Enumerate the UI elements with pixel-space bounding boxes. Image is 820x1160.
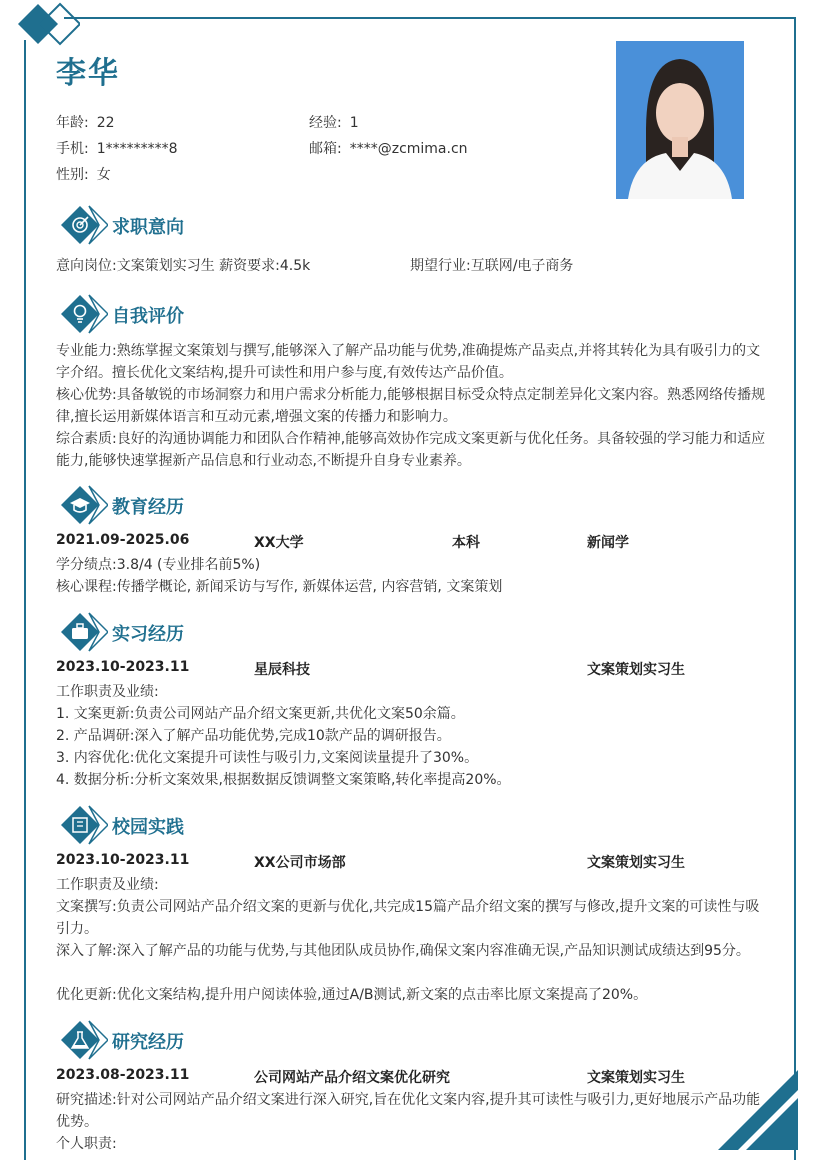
research-description: 研究描述:针对公司网站产品介绍文案进行深入研究,旨在优化文案内容,提升其可读性与吸引力,更好地展示产品功能优势。 <box>56 1092 761 1130</box>
intern-row <box>56 659 768 681</box>
section-intent-header <box>56 205 776 245</box>
age-value: 22 <box>96 115 115 131</box>
target-icon <box>56 205 108 245</box>
gender-value: 女 <box>96 167 111 183</box>
section-intern-header <box>56 612 776 652</box>
self-eval-qualities: 综合素质:良好的沟通协调能力和团队合作精神,能够高效协作完成文案更新与优化任务。具备较强的学习能力和适应能力,能够快速掌握新产品信息和行业动态,不断提升自身专业素养。 <box>56 431 766 469</box>
email-value: ****@zcmima.cn <box>349 141 468 157</box>
section-campus-title: 校园实践 <box>112 817 184 838</box>
phone-field <box>56 138 178 158</box>
section-intent-title: 求职意向 <box>112 217 184 238</box>
campus-row <box>56 852 768 874</box>
profile-photo <box>616 41 744 199</box>
intern-role: 文案策划实习生 <box>587 662 685 678</box>
intern-heading: 工作职责及业绩: <box>56 684 159 700</box>
candidate-name: 李华 <box>56 56 120 91</box>
phone-value: 1*********8 <box>96 141 178 157</box>
edu-courses: 核心课程:传播学概论, 新闻采访与写作, 新媒体运营, 内容营销, 文案策划 <box>56 579 503 595</box>
intern-item: 1. 文案更新:负责公司网站产品介绍文案更新,共优化文案50余篇。 <box>56 706 465 722</box>
section-edu-title: 教育经历 <box>112 497 184 518</box>
frame-right-line <box>794 17 796 1160</box>
section-research-header <box>56 1020 776 1060</box>
edu-school: XX大学 <box>254 535 304 551</box>
section-campus-header <box>56 805 776 845</box>
diamond-logo-icon <box>10 0 80 50</box>
campus-period: 2023.10-2023.11 <box>56 852 190 868</box>
email-label: 邮箱: <box>309 141 342 157</box>
intern-item: 3. 内容优化:优化文案提升可读性与吸引力,文案阅读量提升了30%。 <box>56 750 479 766</box>
research-topic: 公司网站产品介绍文案优化研究 <box>254 1070 450 1086</box>
edu-major: 新闻学 <box>587 535 629 551</box>
intern-item: 4. 数据分析:分析文案效果,根据数据反馈调整文案策略,转化率提高20%。 <box>56 772 511 788</box>
section-edu-header <box>56 485 776 525</box>
experience-value: 1 <box>349 115 359 131</box>
section-self-title: 自我评价 <box>112 306 184 327</box>
section-research-title: 研究经历 <box>112 1032 184 1053</box>
intern-item: 2. 产品调研:深入了解产品功能优势,完成10款产品的调研报告。 <box>56 728 451 744</box>
lightbulb-icon <box>56 294 108 334</box>
research-role: 文案策划实习生 <box>587 1070 685 1086</box>
intern-period: 2023.10-2023.11 <box>56 659 190 675</box>
edu-period: 2021.09-2025.06 <box>56 532 190 548</box>
phone-label: 手机: <box>56 141 89 157</box>
campus-item: 优化更新:优化文案结构,提升用户阅读体验,通过A/B测试,新文案的点击率比原文案提高了20%。 <box>56 987 648 1003</box>
experience-field <box>309 112 359 132</box>
building-icon <box>56 805 108 845</box>
research-period: 2023.08-2023.11 <box>56 1067 190 1083</box>
self-eval-strengths: 核心优势:具备敏锐的市场洞察力和用户需求分析能力,能够根据目标受众特点定制差异化文案内容。熟悉网络传播规律,擅长运用新媒体语言和互动元素,增强文案的传播力和影响力。 <box>56 387 766 425</box>
edu-degree: 本科 <box>452 535 480 551</box>
frame-left-line <box>24 40 26 1160</box>
briefcase-icon <box>56 612 108 652</box>
section-intern-title: 实习经历 <box>112 624 184 645</box>
age-field <box>56 112 115 132</box>
edu-gpa: 学分绩点:3.8/4 (专业排名前5%) <box>56 557 261 573</box>
intent-industry: 期望行业:互联网/电子商务 <box>410 258 574 274</box>
intern-company: 星辰科技 <box>254 662 310 678</box>
age-label: 年龄: <box>56 115 89 131</box>
self-eval-professional: 专业能力:熟练掌握文案策划与撰写,能够深入了解产品功能与优势,准确提炼产品卖点,并将其转化为具有吸引力的文字介绍。擅长优化文案结构,提升可读性和用户参与度,有效传达产品价值。 <box>56 343 761 381</box>
experience-label: 经验: <box>309 115 342 131</box>
email-field <box>309 138 468 158</box>
research-duty-heading: 个人职责: <box>56 1136 117 1152</box>
campus-org: XX公司市场部 <box>254 855 346 871</box>
section-self-header <box>56 294 776 334</box>
campus-item: 深入了解:深入了解产品的功能与优势,与其他团队成员协作,确保文案内容准确无误,产品知识测试成绩达到95分。 <box>56 943 750 959</box>
gender-field <box>56 164 111 184</box>
flask-icon <box>56 1020 108 1060</box>
campus-heading: 工作职责及业绩: <box>56 877 159 893</box>
campus-role: 文案策划实习生 <box>587 855 685 871</box>
gender-label: 性别: <box>56 167 89 183</box>
research-row <box>56 1067 768 1089</box>
campus-item: 文案撰写:负责公司网站产品介绍文案的更新与优化,共完成15篇产品介绍文案的撰写与修改,提升文案的可读性与吸引力。 <box>56 899 760 937</box>
frame-top-line <box>64 17 796 19</box>
edu-row <box>56 532 768 554</box>
intent-position: 意向岗位:文案策划实习生 薪资要求:4.5k <box>56 258 311 274</box>
graduation-cap-icon <box>56 485 108 525</box>
portrait-image <box>616 41 744 199</box>
